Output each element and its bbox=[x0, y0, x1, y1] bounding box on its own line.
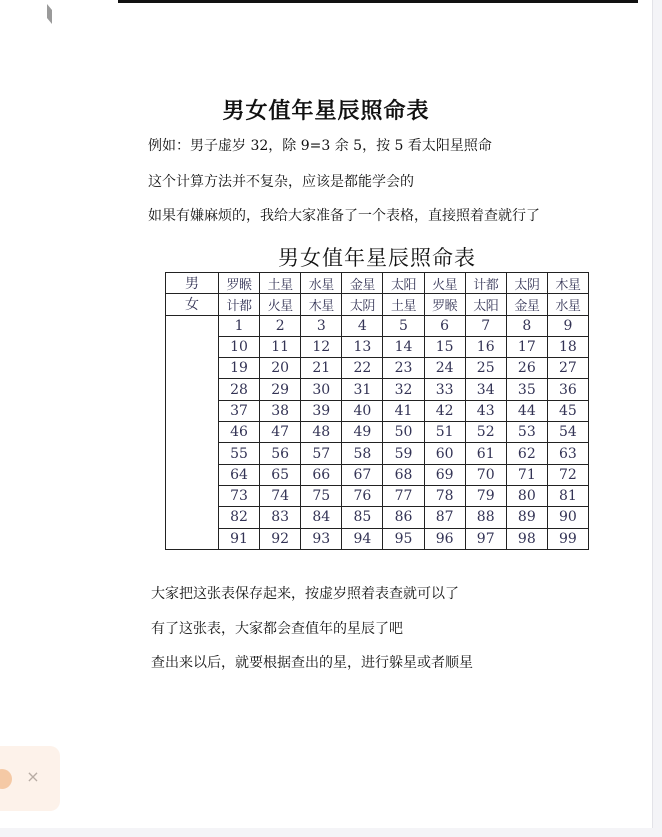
age-cell: 36 bbox=[547, 379, 588, 400]
age-cell: 33 bbox=[424, 379, 465, 400]
age-cell: 2 bbox=[260, 315, 301, 336]
top-rule bbox=[118, 0, 638, 3]
age-cell: 3 bbox=[301, 315, 342, 336]
age-cell: 29 bbox=[260, 379, 301, 400]
female-label: 女 bbox=[166, 294, 219, 315]
age-cell: 8 bbox=[506, 315, 547, 336]
age-cell: 47 bbox=[260, 422, 301, 443]
age-cell: 67 bbox=[342, 464, 383, 485]
age-cell: 37 bbox=[219, 400, 260, 421]
age-cell: 49 bbox=[342, 422, 383, 443]
age-cell: 9 bbox=[547, 315, 588, 336]
age-cell: 69 bbox=[424, 464, 465, 485]
age-cell: 44 bbox=[506, 400, 547, 421]
age-cell: 55 bbox=[219, 443, 260, 464]
age-cell: 63 bbox=[547, 443, 588, 464]
age-cell: 45 bbox=[547, 400, 588, 421]
age-cell: 42 bbox=[424, 400, 465, 421]
male-star-cell: 罗睺 bbox=[219, 273, 260, 294]
age-cell: 62 bbox=[506, 443, 547, 464]
age-cell: 64 bbox=[219, 464, 260, 485]
age-cell: 96 bbox=[424, 528, 465, 549]
age-cell: 76 bbox=[342, 485, 383, 506]
age-row bbox=[166, 358, 589, 379]
age-cell: 23 bbox=[383, 358, 424, 379]
age-cell: 54 bbox=[547, 422, 588, 443]
age-cell: 78 bbox=[424, 485, 465, 506]
age-cell: 39 bbox=[301, 400, 342, 421]
age-cell: 31 bbox=[342, 379, 383, 400]
male-star-cell: 木星 bbox=[547, 273, 588, 294]
male-star-cell: 火星 bbox=[424, 273, 465, 294]
female-star-cell: 水星 bbox=[547, 294, 588, 315]
age-cell: 95 bbox=[383, 528, 424, 549]
female-star-cell: 计都 bbox=[219, 294, 260, 315]
age-cell: 4 bbox=[342, 315, 383, 336]
age-cell: 73 bbox=[219, 485, 260, 506]
intro-line-2: 这个计算方法并不复杂，应该是都能学会的 bbox=[148, 174, 414, 190]
page-title: 男女值年星辰照命表 bbox=[222, 98, 430, 124]
age-cell: 10 bbox=[219, 336, 260, 357]
age-cell: 20 bbox=[260, 358, 301, 379]
close-icon[interactable]: × bbox=[26, 767, 40, 786]
male-label: 男 bbox=[166, 273, 219, 294]
age-cell: 19 bbox=[219, 358, 260, 379]
male-star-cell: 计都 bbox=[465, 273, 506, 294]
age-cell: 60 bbox=[424, 443, 465, 464]
age-cell: 57 bbox=[301, 443, 342, 464]
age-cell: 53 bbox=[506, 422, 547, 443]
age-row bbox=[166, 315, 589, 336]
age-cell: 14 bbox=[383, 336, 424, 357]
age-cell: 83 bbox=[260, 507, 301, 528]
age-cell: 32 bbox=[383, 379, 424, 400]
age-cell: 11 bbox=[260, 336, 301, 357]
age-cell: 35 bbox=[506, 379, 547, 400]
age-cell: 99 bbox=[547, 528, 588, 549]
age-cell: 89 bbox=[506, 507, 547, 528]
age-cell: 66 bbox=[301, 464, 342, 485]
age-cell: 98 bbox=[506, 528, 547, 549]
female-star-cell: 木星 bbox=[301, 294, 342, 315]
male-star-cell: 太阳 bbox=[383, 273, 424, 294]
table-title: 男女值年星辰照命表 bbox=[278, 246, 476, 270]
floating-toast bbox=[0, 746, 60, 811]
age-cell: 6 bbox=[424, 315, 465, 336]
outro-line-2: 有了这张表，大家都会查值年的星辰了吧 bbox=[151, 621, 403, 637]
age-cell: 12 bbox=[301, 336, 342, 357]
age-row bbox=[166, 464, 589, 485]
age-cell: 81 bbox=[547, 485, 588, 506]
age-cell: 28 bbox=[219, 379, 260, 400]
age-cell: 24 bbox=[424, 358, 465, 379]
age-cell: 85 bbox=[342, 507, 383, 528]
age-cell: 30 bbox=[301, 379, 342, 400]
age-cell: 77 bbox=[383, 485, 424, 506]
star-table bbox=[165, 272, 589, 550]
age-cell: 94 bbox=[342, 528, 383, 549]
age-cell: 70 bbox=[465, 464, 506, 485]
age-row bbox=[166, 336, 589, 357]
age-cell: 38 bbox=[260, 400, 301, 421]
age-cell: 88 bbox=[465, 507, 506, 528]
age-cell: 17 bbox=[506, 336, 547, 357]
age-cell: 34 bbox=[465, 379, 506, 400]
female-star-cell: 土星 bbox=[383, 294, 424, 315]
age-cell: 61 bbox=[465, 443, 506, 464]
female-star-cell: 火星 bbox=[260, 294, 301, 315]
intro-line-3: 如果有嫌麻烦的，我给大家准备了一个表格，直接照着查就行了 bbox=[148, 208, 540, 224]
female-star-cell: 金星 bbox=[506, 294, 547, 315]
age-cell: 58 bbox=[342, 443, 383, 464]
male-star-cell: 土星 bbox=[260, 273, 301, 294]
age-cell: 52 bbox=[465, 422, 506, 443]
age-cell: 48 bbox=[301, 422, 342, 443]
female-star-cell: 罗睺 bbox=[424, 294, 465, 315]
age-row bbox=[166, 379, 589, 400]
age-cell: 7 bbox=[465, 315, 506, 336]
age-row bbox=[166, 485, 589, 506]
age-cell: 27 bbox=[547, 358, 588, 379]
age-row bbox=[166, 528, 589, 549]
age-cell: 59 bbox=[383, 443, 424, 464]
age-cell: 90 bbox=[547, 507, 588, 528]
age-cell: 56 bbox=[260, 443, 301, 464]
age-cell: 51 bbox=[424, 422, 465, 443]
age-cell: 86 bbox=[383, 507, 424, 528]
age-cell: 84 bbox=[301, 507, 342, 528]
age-cell: 80 bbox=[506, 485, 547, 506]
age-cell: 22 bbox=[342, 358, 383, 379]
age-cell: 71 bbox=[506, 464, 547, 485]
age-cell: 1 bbox=[219, 315, 260, 336]
age-cell: 25 bbox=[465, 358, 506, 379]
age-cell: 97 bbox=[465, 528, 506, 549]
age-row bbox=[166, 443, 589, 464]
male-star-cell: 水星 bbox=[301, 273, 342, 294]
age-cell: 93 bbox=[301, 528, 342, 549]
male-star-cell: 太阴 bbox=[506, 273, 547, 294]
age-cell: 92 bbox=[260, 528, 301, 549]
age-cell: 50 bbox=[383, 422, 424, 443]
intro-line-1: 例如：男子虚岁 32，除 9=3 余 5，按 5 看太阳星照命 bbox=[148, 138, 492, 154]
outro-line-1: 大家把这张表保存起来，按虚岁照着表查就可以了 bbox=[151, 586, 459, 602]
age-row bbox=[166, 507, 589, 528]
age-cell: 82 bbox=[219, 507, 260, 528]
age-cell: 65 bbox=[260, 464, 301, 485]
outro-line-3: 查出来以后，就要根据查出的星，进行躲星或者顺星 bbox=[151, 655, 473, 671]
age-cell: 91 bbox=[219, 528, 260, 549]
blank-label-cell bbox=[166, 315, 219, 549]
age-cell: 15 bbox=[424, 336, 465, 357]
age-cell: 79 bbox=[465, 485, 506, 506]
age-cell: 75 bbox=[301, 485, 342, 506]
age-row bbox=[166, 400, 589, 421]
age-cell: 72 bbox=[547, 464, 588, 485]
age-row bbox=[166, 422, 589, 443]
age-cell: 43 bbox=[465, 400, 506, 421]
age-cell: 68 bbox=[383, 464, 424, 485]
age-cell: 5 bbox=[383, 315, 424, 336]
male-star-row bbox=[166, 273, 589, 294]
age-cell: 41 bbox=[383, 400, 424, 421]
star-table-figure bbox=[165, 244, 589, 550]
toast-dot bbox=[0, 769, 12, 789]
age-cell: 16 bbox=[465, 336, 506, 357]
age-cell: 18 bbox=[547, 336, 588, 357]
age-cell: 40 bbox=[342, 400, 383, 421]
female-star-cell: 太阳 bbox=[465, 294, 506, 315]
female-star-cell: 太阴 bbox=[342, 294, 383, 315]
age-cell: 21 bbox=[301, 358, 342, 379]
age-cell: 87 bbox=[424, 507, 465, 528]
age-cell: 26 bbox=[506, 358, 547, 379]
scroll-marker-icon bbox=[47, 4, 52, 24]
age-cell: 74 bbox=[260, 485, 301, 506]
female-star-row bbox=[166, 294, 589, 315]
age-cell: 46 bbox=[219, 422, 260, 443]
age-cell: 13 bbox=[342, 336, 383, 357]
male-star-cell: 金星 bbox=[342, 273, 383, 294]
